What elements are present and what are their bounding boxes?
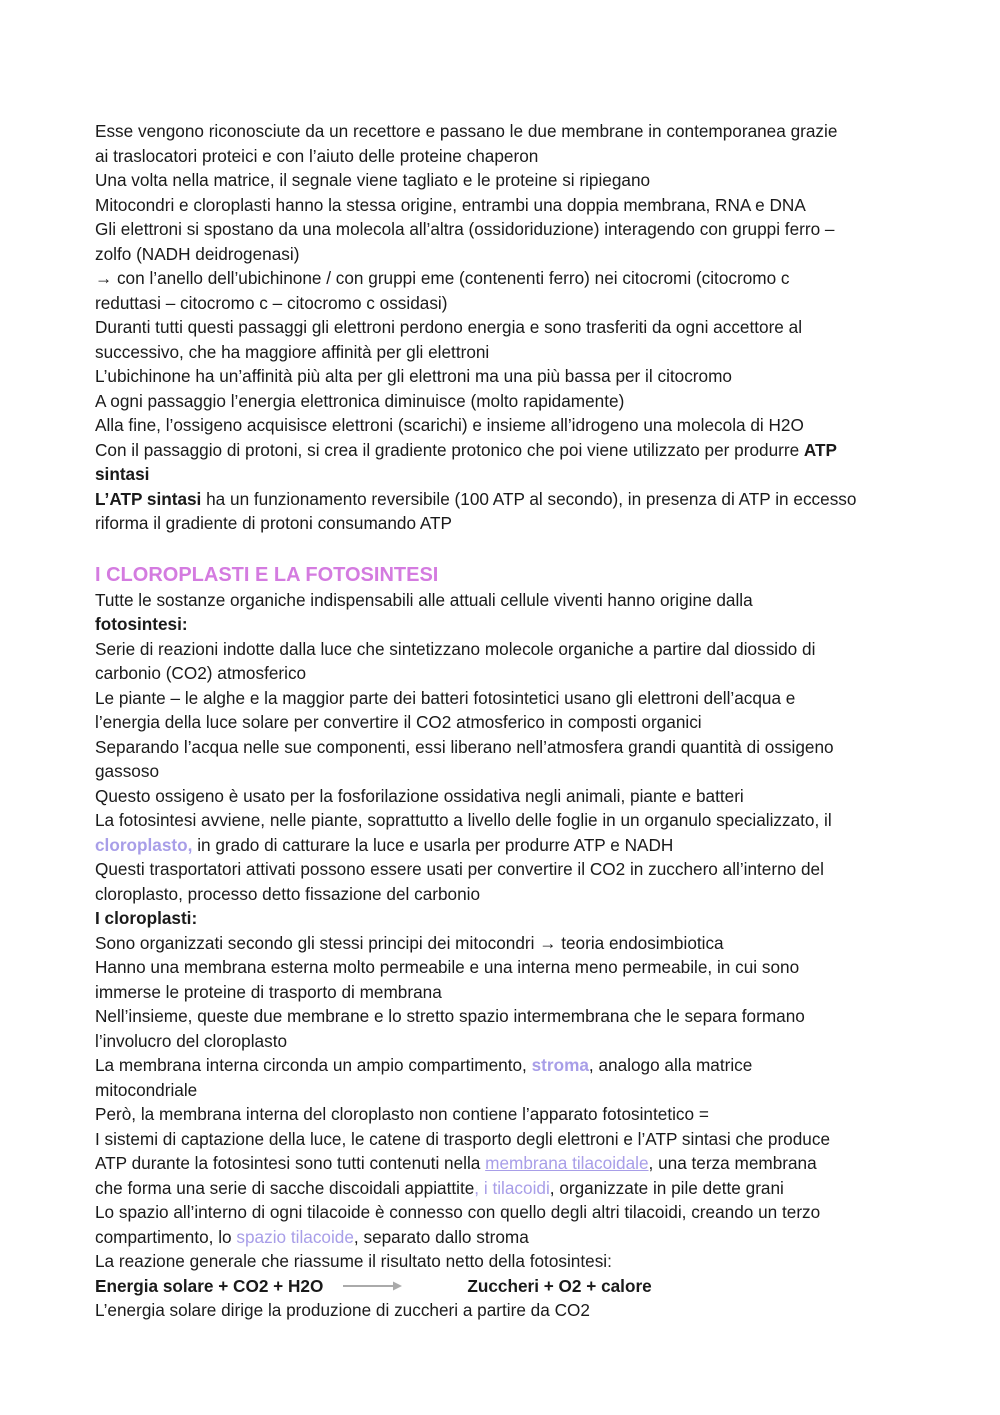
text-line: Alla fine, l’ossigeno acquisisce elettroni (scarichi) e insieme all’idrogeno una molecola di H2O xyxy=(95,415,804,435)
reaction-equation xyxy=(95,1274,915,1299)
bold-term: sintasi xyxy=(95,464,150,484)
text-line xyxy=(95,833,915,858)
text-line: Lo spazio all’interno di ogni tilacoide è connesso con quello degli altri tilacoidi, creando un terzo xyxy=(95,1202,821,1222)
text-line: La reazione generale che riassume il risultato netto della fotosintesi: xyxy=(95,1251,612,1271)
text-line: mitocondriale xyxy=(95,1079,198,1100)
reaction-arrow-icon xyxy=(343,1280,433,1292)
text-line: riforma il gradiente di protoni consumando ATP xyxy=(95,513,452,533)
text-line: zolfo (NADH deidrogenasi) xyxy=(95,243,300,264)
text-line: Separando l’acqua nelle sue componenti, essi liberano nell’atmosfera grandi quantità di ossigeno xyxy=(95,736,834,757)
text-line: Sono organizzati secondo gli stessi principi dei mitocondri → teoria endosimbiotica xyxy=(95,932,724,953)
text-span: ATP durante la fotosintesi sono tutti contenuti nella xyxy=(95,1153,486,1173)
text-span: , organizzate in pile dette grani xyxy=(549,1177,784,1198)
text-line: cloroplasto, processo detto fissazione del carbonio xyxy=(95,883,481,904)
text-span: ha un funzionamento reversibile (100 ATP al secondo), in presenza di ATP in eccesso xyxy=(201,488,857,509)
text-line: Esse vengono riconosciute da un recettore e passano le due membrane in contemporanea grazie xyxy=(95,121,838,141)
text-line: carbonio (CO2) atmosferico xyxy=(95,663,307,683)
bold-term: ATP xyxy=(803,439,838,460)
text-line: immerse le proteine di trasporto di membrana xyxy=(95,981,442,1002)
text-line xyxy=(95,1176,915,1201)
highlight-term: spazio tilacoide xyxy=(236,1226,354,1247)
equation-products: Zuccheri + O2 + calore xyxy=(467,1275,652,1296)
text-span: compartimento, lo xyxy=(95,1226,237,1247)
text-line: gassoso xyxy=(95,761,160,781)
text-line: l’energia della luce solare per convertire il CO2 atmosferico in composti organici xyxy=(95,712,702,732)
bold-term: L’ATP sintasi xyxy=(95,488,202,509)
highlight-term: , i tilacoidi xyxy=(474,1177,550,1198)
text-line xyxy=(95,438,915,463)
text-line: Serie di reazioni indotte dalla luce che sintetizzano molecole organiche a partire dal diossido di xyxy=(95,638,816,659)
text-span: Con il passaggio di protoni, si crea il gradiente protonico che poi viene utilizzato per produrre xyxy=(95,439,804,460)
text-line: Le piante – le alghe e la maggior parte dei batteri fotosintetici usano gli elettroni dell’acqua e xyxy=(95,687,796,708)
text-line: L’energia solare dirige la produzione di zuccheri a partire da CO2 xyxy=(95,1300,590,1320)
text-line: La fotosintesi avviene, nelle piante, soprattutto a livello delle foglie in un organulo specializzato, il xyxy=(95,810,832,830)
text-line: l’involucro del cloroplasto xyxy=(95,1030,288,1051)
equation-reactants: Energia solare + CO2 + H2O xyxy=(95,1275,324,1296)
text-line: Questi trasportatori attivati possono essere usati per convertire il CO2 in zucchero all’interno del xyxy=(95,859,824,879)
section-heading: I CLOROPLASTI E LA FOTOSINTESI xyxy=(95,563,439,586)
text-line xyxy=(95,1053,915,1078)
text-line: reduttasi – citocromo c – citocromo c ossidasi) xyxy=(95,292,448,313)
text-span: che forma una serie di sacche discoidali appiattite xyxy=(95,1177,475,1198)
text-span: La membrana interna circonda un ampio compartimento, xyxy=(95,1055,532,1075)
text-span: , una terza membrana xyxy=(648,1153,817,1173)
text-line xyxy=(95,1225,915,1250)
text-line: ai traslocatori proteici e con l’aiuto delle proteine chaperon xyxy=(95,145,539,166)
text-line: successivo, che ha maggiore affinità per gli elettroni xyxy=(95,341,490,362)
text-line: Hanno una membrana esterna molto permeabile e una interna meno permeabile, in cui sono xyxy=(95,957,800,977)
text-line: → con l’anello dell’ubichinone / con gruppi eme (contenenti ferro) nei citocromi (citocromo c xyxy=(95,268,790,288)
text-line: Gli elettroni si spostano da una molecola all’altra (ossidoriduzione) interagendo con gruppi ferro – xyxy=(95,219,835,239)
text-line: Mitocondri e cloroplasti hanno la stessa origine, entrambi una doppia membrana, RNA e DNA xyxy=(95,194,806,215)
text-line: I sistemi di captazione della luce, le catene di trasporto degli elettroni e l’ATP sintasi che produce xyxy=(95,1128,831,1149)
bold-term: I cloroplasti: xyxy=(95,908,198,928)
bold-term: fotosintesi: xyxy=(95,614,188,634)
text-line xyxy=(95,487,915,512)
highlight-term: cloroplasto, xyxy=(95,834,193,855)
text-span: , analogo alla matrice xyxy=(588,1055,753,1075)
text-line: Però, la membrana interna del cloroplasto non contiene l’apparato fotosintetico = xyxy=(95,1104,709,1124)
text-span: in grado di catturare la luce e usarla per produrre ATP e NADH xyxy=(192,834,674,855)
text-line: Nell’insieme, queste due membrane e lo stretto spazio intermembrana che le separa formano xyxy=(95,1006,805,1026)
text-line xyxy=(95,1151,915,1176)
text-line: L’ubichinone ha un’affinità più alta per gli elettroni ma una più bassa per il citocromo xyxy=(95,366,732,386)
text-line: A ogni passaggio l’energia elettronica diminuisce (molto rapidamente) xyxy=(95,390,625,411)
highlight-term: stroma xyxy=(531,1055,589,1075)
text-line: Tutte le sostanze organiche indispensabili alle attuali cellule viventi hanno origine dalla xyxy=(95,589,753,610)
text-line: Questo ossigeno è usato per la fosforilazione ossidativa negli animali, piante e batteri xyxy=(95,785,744,806)
document-page xyxy=(95,119,915,1323)
text-line: Una volta nella matrice, il segnale viene tagliato e le proteine si ripiegano xyxy=(95,170,651,190)
text-line: Duranti tutti questi passaggi gli elettroni perdono energia e sono trasferiti da ogni accettore al xyxy=(95,317,803,337)
highlight-term: membrana tilacoidale xyxy=(485,1153,649,1173)
text-span: , separato dallo stroma xyxy=(353,1226,529,1247)
